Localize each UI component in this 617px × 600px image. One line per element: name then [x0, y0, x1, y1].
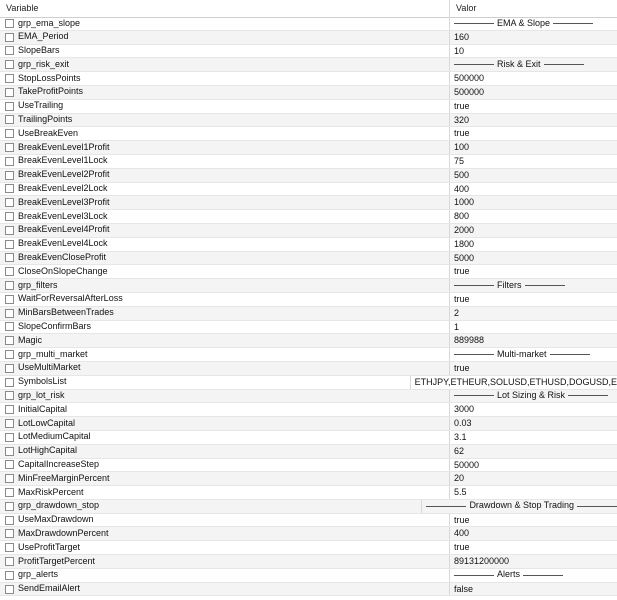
variable-value: true: [454, 362, 470, 373]
parameter-row[interactable]: [0, 472, 617, 486]
variable-name: LotMediumCapital: [18, 431, 91, 442]
parameter-row[interactable]: [0, 252, 617, 266]
row-checkbox[interactable]: [5, 129, 14, 138]
variable-name: grp_drawdown_stop: [18, 500, 100, 511]
separator-line-left: [454, 354, 494, 355]
variable-name: MaxRiskPercent: [18, 486, 84, 497]
row-checkbox[interactable]: [5, 46, 14, 55]
variable-cell: [0, 459, 450, 472]
variable-name: BreakEvenLevel4Profit: [18, 224, 110, 235]
variable-name: SendEmailAlert: [18, 583, 81, 594]
variable-cell: [0, 362, 450, 375]
variable-cell: [0, 72, 450, 85]
variable-cell: [0, 169, 450, 182]
variable-cell: [0, 376, 411, 389]
variable-cell: [0, 100, 450, 113]
parameter-row[interactable]: [0, 417, 617, 431]
variable-value: 5.5: [454, 487, 467, 498]
row-checkbox[interactable]: [5, 405, 14, 414]
variable-value: 500: [454, 169, 470, 180]
variable-name: BreakEvenLevel1Lock: [18, 155, 108, 166]
row-checkbox[interactable]: [5, 88, 14, 97]
variable-value: 500000: [454, 86, 485, 97]
value-cell[interactable]: [450, 210, 617, 223]
separator-line-left: [426, 506, 466, 507]
variable-name: BreakEvenLevel3Lock: [18, 210, 108, 221]
column-header-variable[interactable]: Variable: [0, 0, 450, 17]
row-checkbox[interactable]: [5, 378, 14, 387]
variable-name: Magic: [18, 334, 43, 345]
parameter-row[interactable]: [0, 45, 617, 59]
value-cell[interactable]: [450, 348, 617, 361]
variable-name: StopLossPoints: [18, 72, 81, 83]
parameter-row[interactable]: [0, 555, 617, 569]
variable-cell: [0, 196, 450, 209]
variable-value: 889988: [454, 335, 485, 346]
variable-value: true: [454, 293, 470, 304]
variable-value: 50000: [454, 459, 480, 470]
parameter-row[interactable]: [0, 321, 617, 335]
variable-name: WaitForReversalAfterLoss: [18, 293, 123, 304]
variable-name: InitialCapital: [18, 403, 68, 414]
row-checkbox[interactable]: [5, 267, 14, 276]
row-checkbox[interactable]: [5, 198, 14, 207]
variable-cell: [0, 514, 450, 527]
parameter-row[interactable]: [0, 403, 617, 417]
variable-name: EMA_Period: [18, 31, 69, 42]
variable-name: CapitalIncreaseStep: [18, 459, 100, 469]
variable-value: 160: [454, 31, 470, 42]
variable-cell: [0, 583, 450, 596]
value-cell[interactable]: [450, 114, 617, 127]
row-checkbox[interactable]: [5, 102, 14, 111]
variable-value: 1800: [454, 238, 475, 249]
variable-name: SymbolsList: [18, 376, 67, 387]
separator-line-left: [454, 575, 494, 576]
row-checkbox[interactable]: [5, 336, 14, 345]
group-title: Alerts: [497, 569, 521, 580]
value-cell[interactable]: [450, 86, 617, 99]
parameter-row[interactable]: [0, 431, 617, 445]
group-title: Risk & Exit: [497, 58, 541, 69]
parameter-row[interactable]: [0, 486, 617, 500]
variable-cell: [0, 210, 450, 223]
value-cell[interactable]: [450, 183, 617, 196]
row-checkbox[interactable]: [5, 19, 14, 28]
separator-line-right: [553, 23, 593, 24]
variable-cell: [0, 486, 450, 499]
separator-line-right: [525, 285, 565, 286]
value-cell[interactable]: [450, 141, 617, 154]
parameter-row[interactable]: [0, 238, 617, 252]
variable-name: SlopeBars: [18, 45, 60, 56]
variable-name: ProfitTargetPercent: [18, 555, 96, 566]
value-cell[interactable]: [450, 417, 617, 430]
variable-name: CloseOnSlopeChange: [18, 265, 108, 276]
variable-name: UseBreakEven: [18, 127, 79, 138]
variable-value: 3000: [454, 404, 475, 415]
parameter-row[interactable]: [0, 293, 617, 307]
value-cell[interactable]: [450, 252, 617, 265]
value-cell[interactable]: [422, 500, 617, 513]
value-cell[interactable]: [450, 58, 617, 71]
column-header-value[interactable]: Valor: [456, 3, 477, 13]
value-cell[interactable]: [450, 17, 617, 30]
variable-cell: [0, 31, 450, 44]
row-checkbox[interactable]: [5, 488, 14, 497]
variable-value: true: [454, 542, 470, 553]
variable-value: true: [454, 100, 470, 111]
group-title: Multi-market: [497, 348, 547, 359]
variable-value: 3.1: [454, 431, 467, 442]
parameter-list: [0, 17, 617, 596]
value-cell[interactable]: [450, 445, 617, 458]
value-cell[interactable]: [450, 72, 617, 85]
variable-name: grp_lot_risk: [18, 390, 65, 401]
variable-value: 400: [454, 528, 470, 539]
parameter-row[interactable]: [0, 72, 617, 86]
variable-cell: [0, 472, 450, 485]
variable-value: 2000: [454, 224, 475, 235]
variable-name: BreakEvenLevel2Lock: [18, 183, 108, 194]
variable-name: grp_ema_slope: [18, 17, 81, 28]
value-cell[interactable]: [450, 583, 617, 596]
variable-cell: [0, 86, 450, 99]
variable-cell: [0, 17, 450, 30]
variable-cell: [0, 307, 450, 320]
variable-value: 0.03: [454, 418, 472, 429]
group-row[interactable]: [0, 58, 617, 72]
variable-cell: [0, 321, 450, 334]
value-cell[interactable]: [450, 334, 617, 347]
group-row[interactable]: [0, 17, 617, 31]
variable-cell: [0, 114, 450, 127]
variable-cell: [0, 155, 450, 168]
variable-value: 20: [454, 473, 465, 484]
parameter-row[interactable]: [0, 376, 617, 390]
row-checkbox[interactable]: [5, 253, 14, 262]
value-cell[interactable]: [450, 555, 617, 568]
value-cell[interactable]: [450, 238, 617, 251]
parameter-row[interactable]: [0, 583, 617, 597]
variable-cell: [0, 238, 450, 251]
value-cell[interactable]: [450, 472, 617, 485]
variable-value: ETHJPY,ETHEUR,SOLUSD,ETHUSD,DOGUSD,E: [414, 376, 617, 387]
parameter-row[interactable]: [0, 114, 617, 128]
value-cell[interactable]: [450, 169, 617, 182]
variable-value: 500000: [454, 73, 485, 84]
variable-cell: [0, 141, 450, 154]
row-checkbox[interactable]: [5, 529, 14, 538]
variable-value: 10: [454, 45, 465, 56]
row-checkbox[interactable]: [5, 433, 14, 442]
group-row[interactable]: [0, 279, 617, 293]
value-cell[interactable]: [450, 45, 617, 58]
variable-name: grp_multi_market: [18, 348, 88, 359]
separator-line-right: [523, 575, 563, 576]
variable-cell: [0, 500, 422, 513]
variable-cell: [0, 252, 450, 265]
value-cell[interactable]: [450, 459, 617, 472]
parameter-row[interactable]: [0, 155, 617, 169]
variable-cell: [0, 445, 450, 458]
variable-cell: [0, 265, 450, 278]
variable-name: grp_risk_exit: [18, 58, 70, 69]
grid-header: [0, 0, 617, 18]
value-cell[interactable]: [450, 279, 617, 292]
variable-cell: [0, 334, 450, 347]
variable-cell: [0, 183, 450, 196]
value-cell[interactable]: [411, 376, 617, 389]
row-checkbox[interactable]: [5, 60, 14, 69]
row-checkbox[interactable]: [5, 115, 14, 124]
group-title: Lot Sizing & Risk: [497, 390, 566, 401]
row-checkbox[interactable]: [5, 543, 14, 552]
row-checkbox[interactable]: [5, 364, 14, 373]
separator-line-left: [454, 64, 494, 65]
variable-cell: [0, 348, 450, 361]
variable-cell: [0, 541, 450, 554]
value-cell[interactable]: [450, 293, 617, 306]
row-checkbox[interactable]: [5, 240, 14, 249]
variable-cell: [0, 417, 450, 430]
row-checkbox[interactable]: [5, 281, 14, 290]
variable-name: TakeProfitPoints: [18, 86, 84, 97]
row-checkbox[interactable]: [5, 212, 14, 221]
variable-cell: [0, 569, 450, 582]
variable-cell: [0, 527, 450, 540]
variable-name: UseMaxDrawdown: [18, 514, 94, 525]
variable-cell: [0, 431, 450, 444]
row-checkbox[interactable]: [5, 502, 14, 511]
variable-name: SlopeConfirmBars: [18, 321, 92, 332]
variable-value: 2: [454, 307, 460, 318]
variable-name: UseMultiMarket: [18, 362, 81, 373]
group-row[interactable]: [0, 500, 617, 514]
parameter-row[interactable]: [0, 307, 617, 321]
value-cell[interactable]: [450, 486, 617, 499]
variable-name: BreakEvenLevel1Profit: [18, 141, 110, 152]
variable-value: true: [454, 266, 470, 277]
value-cell[interactable]: [450, 224, 617, 237]
row-checkbox[interactable]: [5, 516, 14, 525]
separator-line-right: [577, 506, 617, 507]
value-cell[interactable]: [450, 362, 617, 375]
parameter-row[interactable]: [0, 445, 617, 459]
parameter-row[interactable]: [0, 541, 617, 555]
group-title: EMA & Slope: [497, 17, 551, 28]
variable-name: BreakEvenLevel3Profit: [18, 196, 110, 207]
variable-cell: [0, 403, 450, 416]
variable-value: 62: [454, 445, 465, 456]
group-row[interactable]: [0, 348, 617, 362]
row-checkbox[interactable]: [5, 74, 14, 83]
variable-name: BreakEvenCloseProfit: [18, 252, 107, 263]
group-title: Drawdown & Stop Trading: [469, 500, 574, 511]
variable-name: grp_alerts: [18, 569, 59, 580]
row-checkbox[interactable]: [5, 447, 14, 456]
variable-cell: [0, 293, 450, 306]
group-row[interactable]: [0, 569, 617, 583]
value-cell[interactable]: [450, 265, 617, 278]
parameter-row[interactable]: [0, 362, 617, 376]
parameter-row[interactable]: [0, 210, 617, 224]
variable-value: true: [454, 128, 470, 139]
variable-cell: [0, 58, 450, 71]
variable-name: TrailingPoints: [18, 114, 73, 125]
variable-cell: [0, 390, 450, 403]
variable-cell: [0, 127, 450, 140]
row-checkbox[interactable]: [5, 184, 14, 193]
row-checkbox[interactable]: [5, 350, 14, 359]
variable-value: true: [454, 514, 470, 525]
parameter-row[interactable]: [0, 196, 617, 210]
variable-name: grp_filters: [18, 279, 58, 290]
value-cell[interactable]: [450, 569, 617, 582]
value-cell[interactable]: [450, 127, 617, 140]
variable-value: 75: [454, 155, 465, 166]
variable-name: BreakEvenLevel2Profit: [18, 169, 110, 180]
row-checkbox[interactable]: [5, 419, 14, 428]
separator-line-right: [550, 354, 590, 355]
value-cell[interactable]: [450, 514, 617, 527]
variable-cell: [0, 555, 450, 568]
parameter-row[interactable]: [0, 265, 617, 279]
row-checkbox[interactable]: [5, 571, 14, 580]
variable-value: 800: [454, 211, 470, 222]
parameter-row[interactable]: [0, 86, 617, 100]
parameter-row[interactable]: [0, 127, 617, 141]
parameter-row[interactable]: [0, 31, 617, 45]
separator-line-left: [454, 285, 494, 286]
separator-line-left: [454, 23, 494, 24]
separator-line-right: [544, 64, 584, 65]
parameter-row[interactable]: [0, 100, 617, 114]
group-title: Filters: [497, 279, 522, 290]
variable-name: UseProfitTarget: [18, 541, 81, 552]
variable-name: MinFreeMarginPercent: [18, 472, 110, 483]
parameter-row[interactable]: [0, 169, 617, 183]
row-checkbox[interactable]: [5, 322, 14, 331]
row-checkbox[interactable]: [5, 226, 14, 235]
variable-name: MaxDrawdownPercent: [18, 527, 109, 538]
variable-value: 5000: [454, 252, 475, 263]
variable-name: BreakEvenLevel4Lock: [18, 238, 108, 249]
parameter-row[interactable]: [0, 334, 617, 348]
variable-value: 100: [454, 142, 470, 153]
variable-value: 89131200000: [454, 556, 510, 567]
variable-value: 1000: [454, 197, 475, 208]
row-checkbox[interactable]: [5, 309, 14, 318]
value-cell[interactable]: [450, 31, 617, 44]
row-checkbox[interactable]: [5, 295, 14, 304]
row-checkbox[interactable]: [5, 171, 14, 180]
separator-line-right: [568, 395, 608, 396]
value-cell[interactable]: [450, 541, 617, 554]
row-checkbox[interactable]: [5, 143, 14, 152]
row-checkbox[interactable]: [5, 391, 14, 400]
row-checkbox[interactable]: [5, 585, 14, 594]
row-checkbox[interactable]: [5, 474, 14, 483]
variable-name: LotLowCapital: [18, 417, 76, 428]
variable-cell: [0, 224, 450, 237]
value-cell[interactable]: [450, 527, 617, 540]
value-cell[interactable]: [450, 403, 617, 416]
value-cell[interactable]: [450, 321, 617, 334]
variable-value: 400: [454, 183, 470, 194]
parameter-row[interactable]: [0, 514, 617, 528]
parameter-row[interactable]: [0, 527, 617, 541]
variable-value: false: [454, 583, 474, 594]
variable-name: UseTrailing: [18, 100, 64, 111]
row-checkbox[interactable]: [5, 557, 14, 566]
value-cell[interactable]: [450, 155, 617, 168]
value-cell[interactable]: [450, 390, 617, 403]
variable-name: MinBarsBetweenTrades: [18, 307, 114, 318]
row-checkbox[interactable]: [5, 460, 14, 469]
parameter-row[interactable]: [0, 141, 617, 155]
value-cell[interactable]: [450, 196, 617, 209]
row-checkbox[interactable]: [5, 33, 14, 42]
variable-value: 320: [454, 114, 470, 125]
value-cell[interactable]: [450, 307, 617, 320]
parameter-row[interactable]: [0, 459, 617, 473]
row-checkbox[interactable]: [5, 157, 14, 166]
value-cell[interactable]: [450, 431, 617, 444]
group-row[interactable]: [0, 390, 617, 404]
value-cell[interactable]: [450, 100, 617, 113]
parameter-row[interactable]: [0, 183, 617, 197]
separator-line-left: [454, 395, 494, 396]
variable-cell: [0, 45, 450, 58]
variable-value: 1: [454, 321, 460, 332]
variable-cell: [0, 279, 450, 292]
variable-name: LotHighCapital: [18, 445, 78, 456]
parameter-row[interactable]: [0, 224, 617, 238]
